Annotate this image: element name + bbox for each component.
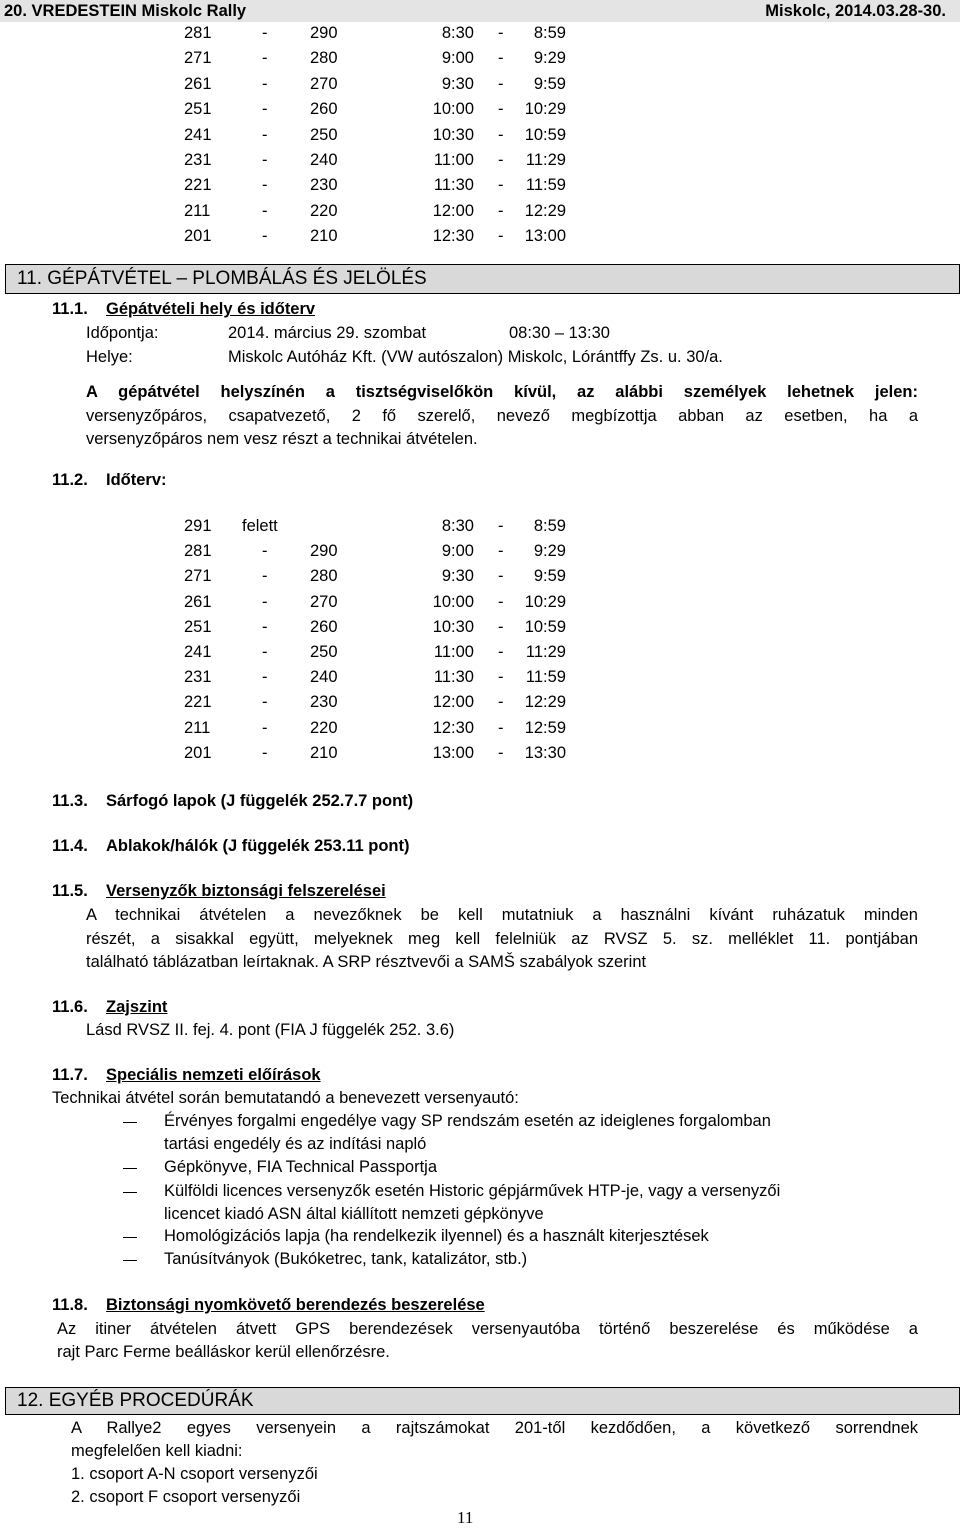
inspection-end-time: 11:59	[525, 668, 566, 687]
top-schedule-separator: -	[262, 74, 268, 93]
inspection-end-number: 230	[310, 693, 338, 712]
place-label: Helye:	[86, 348, 133, 366]
inspection-separator: -	[262, 617, 268, 636]
subsection-11-5-title: Versenyzők biztonsági felszerelései	[106, 882, 386, 900]
page-number: 11	[457, 1508, 474, 1527]
top-schedule-row	[0, 225, 960, 247]
section-12-title: 12. EGYÉB PROCEDÚRÁK	[17, 1390, 254, 1411]
subsection-11-7-number: 11.7.	[52, 1066, 88, 1084]
top-schedule-start-number: 201	[184, 227, 212, 246]
inspection-row	[0, 540, 960, 562]
inspection-separator: felett	[242, 517, 278, 535]
top-schedule-row	[0, 149, 960, 171]
top-schedule-separator: -	[262, 100, 268, 119]
top-schedule-end-number: 250	[310, 125, 338, 144]
inspection-end-number: 290	[310, 542, 338, 561]
inspection-separator: -	[498, 743, 504, 762]
inspection-separator: -	[262, 592, 268, 611]
inspection-start-number: 291	[184, 517, 212, 535]
subsection-11-6-number: 11.6.	[52, 998, 88, 1016]
inspection-separator: -	[262, 668, 268, 687]
top-schedule-row	[0, 22, 960, 44]
list-item: licencet kiadó ASN által kiállított nemzeti gépkönyve	[164, 1205, 544, 1223]
gps-line-2: rajt Parc Ferme beálláskor kerül ellenőrzésre.	[57, 1343, 390, 1361]
inspection-end-time: 11:29	[525, 643, 566, 661]
top-schedule-start-time: 10:00	[432, 100, 474, 119]
top-schedule-separator: -	[262, 24, 268, 42]
inspection-start-time: 11:30	[433, 668, 474, 687]
top-schedule-start-number: 231	[184, 151, 212, 169]
list-item: tartási engedély és az indítási napló	[164, 1135, 427, 1153]
inspection-end-time: 9:29	[533, 542, 566, 561]
inspection-start-number: 241	[184, 643, 212, 661]
presence-paragraph-line2: versenyzőpáros, csapatvezető, 2 fő szerelő, nevező megbízottja abban az esetben, ha a	[86, 407, 918, 425]
inspection-end-number: 240	[310, 668, 338, 687]
equipment-line-3: található táblázatban leírtaknak. A SRP résztvevői a SAMŠ szabályok szerint	[86, 953, 647, 971]
inspection-separator: -	[262, 718, 268, 737]
inspection-separator: -	[262, 643, 268, 661]
section-11-title: 11. GÉPÁTVÉTEL – PLOMBÁLÁS ÉS JELÖLÉS	[17, 268, 427, 289]
list-dash-icon	[123, 1168, 137, 1169]
equipment-line-2: részét, a sisakkal együtt, melyeknek meg kell felelniük az RVSZ 5. sz. melléklet 11. pontjában	[86, 930, 918, 948]
top-schedule-end-time: 12:29	[524, 201, 566, 220]
inspection-end-time: 13:30	[524, 743, 566, 762]
top-schedule-row	[0, 47, 960, 69]
inspection-row	[0, 641, 960, 663]
noise-reference: Lásd RVSZ II. fej. 4. pont (FIA J függelék 252. 3.6)	[86, 1021, 455, 1039]
inspection-start-number: 251	[184, 617, 212, 636]
inspection-end-time: 10:29	[524, 592, 566, 611]
inspection-row	[0, 616, 960, 638]
top-schedule-start-time: 11:30	[433, 176, 474, 195]
time-range: 08:30 – 13:30	[509, 324, 610, 342]
inspection-separator: -	[262, 743, 268, 762]
inspection-row	[0, 515, 960, 537]
top-schedule-start-time: 8:30	[441, 24, 474, 42]
inspection-separator: -	[262, 567, 268, 586]
subsection-11-1-number: 11.1.	[52, 300, 88, 318]
inspection-row	[0, 565, 960, 587]
inspection-separator: -	[498, 567, 504, 586]
inspection-row	[0, 666, 960, 688]
top-schedule-start-time: 10:30	[432, 125, 474, 144]
procedures-line-2: megfelelően kell kiadni:	[71, 1442, 243, 1460]
subsection-11-6-title: Zajszint	[106, 998, 168, 1016]
top-schedule-end-time: 11:29	[525, 151, 566, 169]
top-schedule-end-time: 13:00	[524, 227, 566, 246]
top-schedule-start-number: 281	[184, 24, 212, 42]
inspection-start-time: 10:00	[432, 592, 474, 611]
top-schedule-start-number: 251	[184, 100, 212, 119]
inspection-end-number: 260	[310, 617, 338, 636]
top-schedule-separator: -	[498, 49, 504, 68]
top-schedule-end-time: 9:29	[533, 49, 566, 68]
inspection-start-number: 231	[184, 668, 212, 687]
top-schedule-row	[0, 124, 960, 146]
inspection-start-time: 9:00	[441, 542, 474, 561]
inspection-start-number: 201	[184, 743, 212, 762]
subsection-11-2-title: Időterv:	[106, 471, 167, 489]
top-schedule-start-number: 271	[184, 49, 212, 68]
inspection-start-time: 10:30	[432, 617, 474, 636]
inspection-row	[0, 717, 960, 739]
inspection-separator: -	[498, 643, 504, 661]
top-schedule-end-number: 260	[310, 100, 338, 119]
inspection-separator: -	[498, 592, 504, 611]
inspection-separator: -	[262, 542, 268, 561]
inspection-separator: -	[498, 718, 504, 737]
inspection-separator: -	[262, 693, 268, 712]
inspection-row	[0, 591, 960, 613]
subsection-11-8-title: Biztonsági nyomkövető berendezés beszerelése	[106, 1296, 485, 1314]
top-schedule-start-number: 221	[184, 176, 212, 195]
inspection-start-number: 281	[184, 542, 212, 561]
inspection-separator: -	[498, 693, 504, 712]
top-schedule-start-time: 9:30	[441, 74, 474, 93]
inspection-separator: -	[498, 517, 504, 535]
subsection-11-4-title: Ablakok/hálók (J függelék 253.11 pont)	[106, 837, 410, 855]
top-schedule-end-number: 280	[310, 49, 338, 68]
inspection-start-number: 221	[184, 693, 212, 712]
inspection-row	[0, 691, 960, 713]
list-item: Gépkönyve, FIA Technical Passportja	[164, 1158, 438, 1176]
top-schedule-separator: -	[262, 227, 268, 246]
section-11-heading	[5, 264, 960, 294]
inspection-end-number: 270	[310, 592, 338, 611]
subsection-11-4-number: 11.4.	[52, 837, 88, 855]
top-schedule-row	[0, 200, 960, 222]
inspection-start-time: 8:30	[441, 517, 474, 535]
top-schedule-separator: -	[498, 125, 504, 144]
top-schedule-end-number: 270	[310, 74, 338, 93]
procedures-line-1: A Rallye2 egyes versenyein a rajtszámokat 201-től kezdődően, a következő sorrendnek	[71, 1419, 918, 1437]
top-schedule-end-time: 9:59	[533, 74, 566, 93]
time-value: 2014. március 29. szombat	[228, 324, 427, 342]
inspection-start-time: 11:00	[433, 643, 474, 661]
time-label: Időpontja:	[86, 324, 159, 342]
top-schedule-separator: -	[262, 49, 268, 68]
inspection-separator: -	[498, 668, 504, 687]
list-item: Homológizációs lapja (ha rendelkezik ilyennel) és a használt kiterjesztések	[164, 1227, 709, 1245]
list-dash-icon	[123, 1192, 137, 1193]
inspection-end-number: 250	[310, 643, 338, 661]
inspection-end-number: 220	[310, 718, 338, 737]
top-schedule-end-number: 240	[310, 151, 338, 169]
national-rules-intro: Technikai átvétel során bemutatandó a benevezett versenyautó:	[52, 1089, 519, 1107]
inspection-start-number: 271	[184, 567, 212, 586]
top-schedule-start-time: 12:30	[432, 227, 474, 246]
inspection-start-time: 9:30	[441, 567, 474, 586]
top-schedule-start-number: 241	[184, 125, 212, 144]
inspection-end-time: 12:59	[524, 718, 566, 737]
list-dash-icon	[123, 1122, 137, 1123]
subsection-11-5-number: 11.5.	[52, 882, 88, 900]
top-schedule-separator: -	[262, 201, 268, 220]
top-schedule-separator: -	[498, 151, 504, 169]
top-schedule-end-time: 8:59	[533, 24, 566, 42]
top-schedule-end-number: 220	[310, 201, 338, 220]
procedures-group-1: 1. csoport A-N csoport versenyzői	[71, 1465, 318, 1483]
top-schedule-separator: -	[262, 151, 268, 169]
header-place-date: Miskolc, 2014.03.28-30.	[765, 2, 946, 20]
presence-paragraph-line3: versenyzőpáros nem vesz részt a technikai átvételen.	[86, 430, 478, 448]
top-schedule-row	[0, 174, 960, 196]
subsection-11-2-number: 11.2.	[52, 471, 88, 489]
top-schedule-start-time: 9:00	[441, 49, 474, 68]
subsection-11-3-title: Sárfogó lapok (J függelék 252.7.7 pont)	[106, 792, 414, 810]
top-schedule-start-number: 211	[184, 201, 211, 220]
inspection-start-number: 211	[184, 718, 211, 737]
page-header	[0, 0, 960, 22]
inspection-end-time: 12:29	[524, 693, 566, 712]
list-item: Külföldi licences versenyzők esetén Historic gépjárművek HTP-je, vagy a versenyzői	[164, 1182, 781, 1200]
top-schedule-separator: -	[498, 74, 504, 93]
top-schedule-end-number: 230	[310, 176, 338, 195]
section-12-heading	[5, 1387, 960, 1415]
place-value: Miskolc Autóház Kft. (VW autószalon) Miskolc, Lórántffy Zs. u. 30/a.	[228, 348, 723, 366]
subsection-11-1-title: Gépátvételi hely és időterv	[106, 300, 316, 318]
top-schedule-row	[0, 73, 960, 95]
inspection-end-time: 8:59	[533, 517, 566, 535]
subsection-11-3-number: 11.3.	[52, 792, 88, 810]
list-dash-icon	[123, 1237, 137, 1238]
top-schedule-start-number: 261	[184, 74, 212, 93]
inspection-start-time: 12:30	[432, 718, 474, 737]
inspection-start-number: 261	[184, 592, 212, 611]
top-schedule-start-time: 11:00	[433, 151, 474, 169]
top-schedule-end-number: 290	[310, 24, 338, 42]
presence-paragraph-bold: A gépátvétel helyszínén a tisztségviselőkön kívül, az alábbi személyek lehetnek jelen:	[86, 383, 918, 401]
top-schedule-separator: -	[498, 176, 504, 195]
inspection-end-number: 210	[310, 743, 338, 762]
header-event-title: 20. VREDESTEIN Miskolc Rally	[4, 2, 247, 20]
top-schedule-end-time: 10:29	[524, 100, 566, 119]
inspection-end-time: 9:59	[533, 567, 566, 586]
subsection-11-7-title: Speciális nemzeti előírások	[106, 1066, 321, 1084]
top-schedule-separator: -	[498, 100, 504, 119]
top-schedule-end-time: 11:59	[525, 176, 566, 195]
inspection-separator: -	[498, 617, 504, 636]
inspection-start-time: 12:00	[432, 693, 474, 712]
top-schedule-separator: -	[498, 227, 504, 246]
top-schedule-row	[0, 98, 960, 120]
top-schedule-separator: -	[498, 24, 504, 42]
top-schedule-start-time: 12:00	[432, 201, 474, 220]
inspection-start-time: 13:00	[432, 743, 474, 762]
top-schedule-end-time: 10:59	[524, 125, 566, 144]
top-schedule-separator: -	[498, 201, 504, 220]
top-schedule-separator: -	[262, 176, 268, 195]
procedures-group-2: 2. csoport F csoport versenyzői	[71, 1488, 301, 1506]
equipment-line-1: A technikai átvételen a nevezőknek be kell mutatniuk a használni kívánt ruházatuk minden	[86, 906, 918, 924]
top-schedule-end-number: 210	[310, 227, 338, 246]
inspection-end-time: 10:59	[524, 617, 566, 636]
inspection-row	[0, 742, 960, 764]
top-schedule-separator: -	[262, 125, 268, 144]
inspection-separator: -	[498, 542, 504, 561]
list-item: Tanúsítványok (Bukóketrec, tank, katalizátor, stb.)	[164, 1250, 528, 1268]
gps-line-1: Az itiner átvételen átvett GPS berendezések versenyautóba történő beszerelése és működése a	[57, 1320, 918, 1338]
list-dash-icon	[123, 1260, 137, 1261]
list-item: Érvényes forgalmi engedélye vagy SP rendszám esetén az ideiglenes forgalomban	[164, 1112, 771, 1130]
inspection-end-number: 280	[310, 567, 338, 586]
subsection-11-8-number: 11.8.	[52, 1296, 88, 1314]
